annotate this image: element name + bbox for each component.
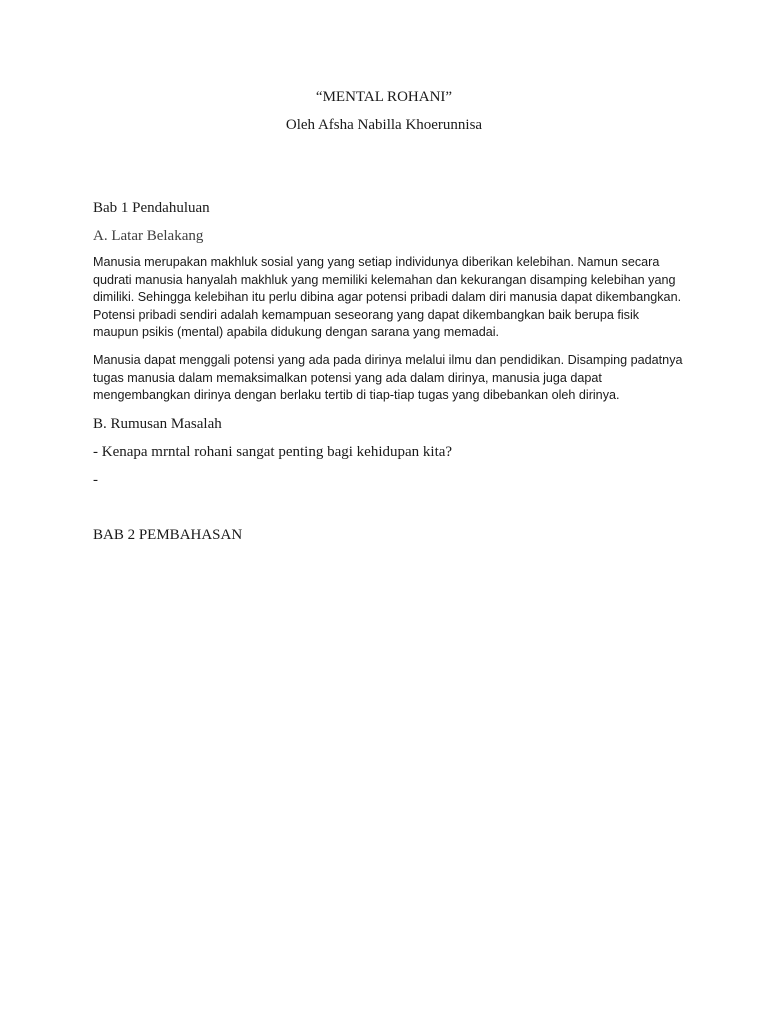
question-2: - <box>93 472 98 488</box>
document-author: Oleh Afsha Nabilla Khoerunnisa <box>285 117 483 133</box>
document-title: “MENTAL ROHANI” <box>315 89 453 105</box>
section-a-heading: A. Latar Belakang <box>93 228 204 244</box>
paragraph-2: Manusia dapat menggali potensi yang ada pada dirinya melalui ilmu dan pendidikan. Disamping padatnya tugas manusia dalam memaksimalkan potensi yang ada dalam dirinya, manusia juga dapat mengembangkan dirinya dengan berlaku tertib di tiap-tiap tugas yang dibebankan oleh dirinya. <box>93 353 683 403</box>
paragraph-1: Manusia merupakan makhluk sosial yang yang setiap individunya diberikan kelebihan. Namun secara qudrati manusia hanyalah makhluk yang memiliki kelemahan dan kekurangan disamping kelebihan yang dimiliki. Sehingga kelebihan itu perlu dibina agar potensi pribadi dalam diri manusia dapat dikembangkan. Potensi pribadi sendiri adalah kemampuan seseorang yang dapat dikembangkan baik berupa fisik maupun psikis (mental) apabila didukung dengan sarana yang memadai. <box>93 255 682 340</box>
question-1: - Kenapa mrntal rohani sangat penting bagi kehidupan kita? <box>93 444 453 460</box>
bab1-heading: Bab 1 Pendahuluan <box>93 200 210 216</box>
bab2-heading: BAB 2 PEMBAHASAN <box>93 527 243 543</box>
section-b-heading: B. Rumusan Masalah <box>93 416 222 432</box>
